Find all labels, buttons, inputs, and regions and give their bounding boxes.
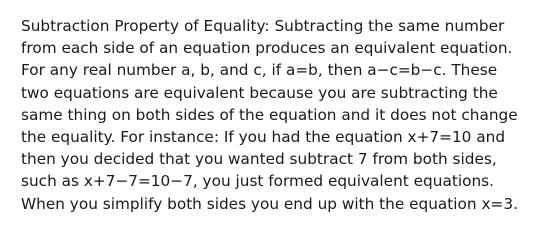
paragraph-line: For any real number a, b, and c, if a=b, then a−c=b−c. These (21, 61, 498, 80)
paragraph-line: two equations are equivalent because you are subtracting the (21, 83, 498, 102)
paragraph-line: from each side of an equation produces an equivalent equation. (21, 39, 513, 58)
definition-paragraph (21, 15, 551, 215)
paragraph-line: then you decided that you wanted subtract 7 from both sides, (21, 150, 497, 169)
paragraph-line: such as x+7−7=10−7, you just formed equivalent equations. (21, 172, 494, 191)
paragraph-line: When you simplify both sides you end up with the equation x=3. (21, 194, 518, 213)
paragraph-line: Subtraction Property of Equality: Subtracting the same number (21, 17, 505, 35)
paragraph-line: the equality. For instance: If you had the equation x+7=10 and (21, 127, 506, 146)
paragraph-line: same thing on both sides of the equation and it does not change (21, 105, 518, 124)
